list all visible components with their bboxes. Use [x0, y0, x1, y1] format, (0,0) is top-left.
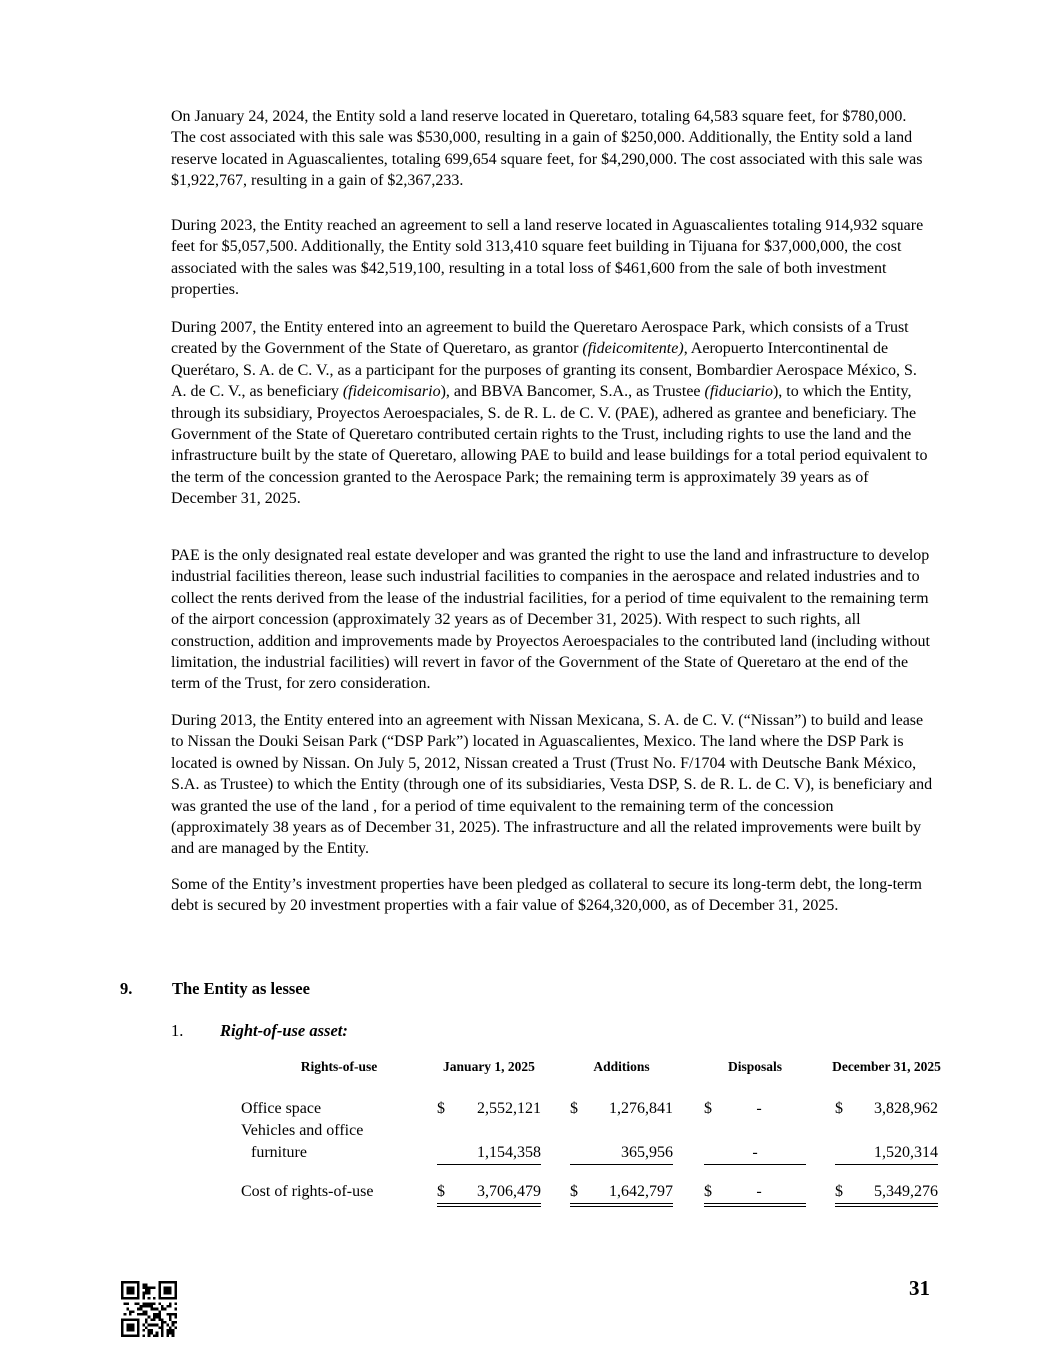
cell-value: 1,154,358 — [477, 1144, 541, 1161]
table-row-spacer — [241, 1165, 941, 1181]
column-header: Rights-of-use — [300, 1059, 378, 1074]
table-row-vehicles-label — [241, 1120, 941, 1142]
paragraph: During 2007, the Entity entered into an agreement to build the Queretaro Aerospace Park, which consists of a Trust created by the Government of the State of Queretaro, as grantor (fideicomitente), Aeropuerto Intercontinental de Querétaro, S. A. de C. V., as a participant for the purposes of granting its consent, Bombardier Aerospace México, S. A. de C. V., as beneficiary (fideicomisario), and BBVA Bancomer, S.A., as Trustee (fiduciario), to which the Entity, through its subsidiary, Proyectos Aeroespaciales, S. de R. L. de C. V. (PAE), adhered as grantee and beneficiary. The Government of the State of Queretaro contributed certain rights to the Trust, including rights to use the land and the infrastructure built by the state of Queretaro, allowing PAE to build and lease buildings for a total period equivalent to the term of the concession granted to the Aerospace Park; the remaining term is approximately 39 years as of December 31, 2025. — [171, 319, 928, 508]
table-header-row — [241, 1058, 941, 1076]
subsection-heading — [171, 1020, 933, 1041]
amount-cell — [704, 1098, 806, 1120]
cell-value: 1,276,841 — [609, 1100, 673, 1117]
amount-cell — [704, 1181, 806, 1207]
currency-symbol: $ — [437, 1183, 445, 1200]
amount-cell — [437, 1181, 541, 1207]
currency-symbol: $ — [704, 1183, 712, 1200]
amount-cell — [570, 1181, 673, 1207]
amount-cell — [570, 1098, 673, 1120]
currency-symbol: $ — [570, 1183, 578, 1200]
cell-value: 2,552,121 — [477, 1100, 541, 1117]
cell-value: - — [752, 1144, 758, 1161]
cell-value: - — [756, 1183, 762, 1200]
cell-value: 1,520,314 — [874, 1144, 938, 1161]
row-label: Office space — [241, 1100, 322, 1117]
right-of-use-table — [241, 1058, 941, 1207]
cell-value: 1,642,797 — [609, 1183, 673, 1200]
amount-cell — [835, 1142, 938, 1165]
amount-cell — [437, 1098, 541, 1120]
cell-value: - — [756, 1100, 762, 1117]
section-heading — [120, 978, 933, 999]
cell-value: 3,828,962 — [874, 1100, 938, 1117]
currency-symbol: $ — [570, 1100, 578, 1117]
table-row-vehicles-amounts — [241, 1142, 941, 1165]
amount-cell — [437, 1142, 541, 1165]
paragraph: During 2023, the Entity reached an agreement to sell a land reserve located in Aguascalientes totaling 914,932 square feet for $5,057,500. Additionally, the Entity sold 313,410 square feet building in Tijuana for $37,000,000, the cost associated with the sales was $42,519,100, resulting in a total loss of $461,600 from the sale of both investment properties. — [171, 217, 924, 299]
table-row-office-space — [241, 1098, 941, 1120]
subsection-title: Right-of-use asset: — [220, 1021, 348, 1040]
page-number: 31 — [909, 1276, 930, 1300]
amount-cell — [570, 1142, 673, 1165]
section-number: 9. — [120, 979, 133, 998]
cell-value: 5,349,276 — [874, 1183, 938, 1200]
row-label: Cost of rights-of-use — [241, 1183, 374, 1200]
section-title: The Entity as lessee — [172, 979, 310, 998]
paragraph: During 2013, the Entity entered into an agreement with Nissan Mexicana, S. A. de C. V. (“Nissan”) to build and lease to Nissan the Douki Seisan Park (“DSP Park”) located in Aguascalientes, Mexico. The land where the DSP Park is located is owned by Nissan. On July 5, 2012, Nissan created a Trust (Trust No. F/1704 with Deutsche Bank México, S.A. as Trustee) to which the Entity (through one of its subsidiaries, Vesta DSP, S. de R. L. de C. V), is beneficiary and was granted the use of the land , for a period of time equivalent to the remaining term of the concession (approximately 38 years as of December 31, 2025). The infrastructure and all the related improvements were built by and are managed by the Entity. — [171, 712, 933, 858]
paragraph: On January 24, 2024, the Entity sold a land reserve located in Queretaro, totaling 64,583 square feet, for $780,000. The cost associated with this sale was $530,000, resulting in a gain of $250,000. Additionally, the Entity sold a land reserve located in Aguascalientes, totaling 699,654 square feet, for $4,290,000. The cost associated with this sale was $1,922,767, resulting in a gain of $2,367,233. — [171, 108, 923, 190]
currency-symbol: $ — [835, 1100, 843, 1117]
paragraph: PAE is the only designated real estate developer and was granted the right to use the land and infrastructure to develop industrial facilities thereon, lease such industrial facilities to companies in the aerospace and related industries and to collect the rents derived from the lease of the industrial facilities, for a period of time equivalent to the remaining term of the airport concession (approximately 32 years as of December 31, 2025). With respect to such rights, all construction, addition and improvements made by Proyectos Aeroespaciales to the contributed land (including without limitation, the industrial facilities) will revert in favor of the Government of the State of Queretaro at the end of the term of the Trust, for zero consideration. — [171, 547, 930, 693]
row-label: furniture — [251, 1144, 307, 1161]
subsection-number: 1. — [171, 1021, 184, 1040]
table-row-total — [241, 1181, 941, 1207]
amount-cell — [704, 1142, 806, 1165]
column-header: Disposals — [727, 1059, 783, 1074]
amount-cell — [835, 1181, 938, 1207]
cell-value: 3,706,479 — [477, 1183, 541, 1200]
paragraph: Some of the Entity’s investment properties have been pledged as collateral to secure its long-term debt, the long-term debt is secured by 20 investment properties with a fair value of $264,320,000, as of December 31, 2025. — [171, 876, 922, 915]
cell-value: 365,956 — [621, 1144, 673, 1161]
currency-symbol: $ — [704, 1100, 712, 1117]
column-header: December 31, 2025 — [832, 1059, 941, 1074]
column-header: January 1, 2025 — [443, 1059, 535, 1074]
row-label: Vehicles and office — [241, 1122, 364, 1139]
currency-symbol: $ — [437, 1100, 445, 1117]
column-header: Additions — [593, 1059, 650, 1074]
currency-symbol: $ — [835, 1183, 843, 1200]
qr-code — [121, 1281, 177, 1337]
amount-cell — [835, 1098, 938, 1120]
